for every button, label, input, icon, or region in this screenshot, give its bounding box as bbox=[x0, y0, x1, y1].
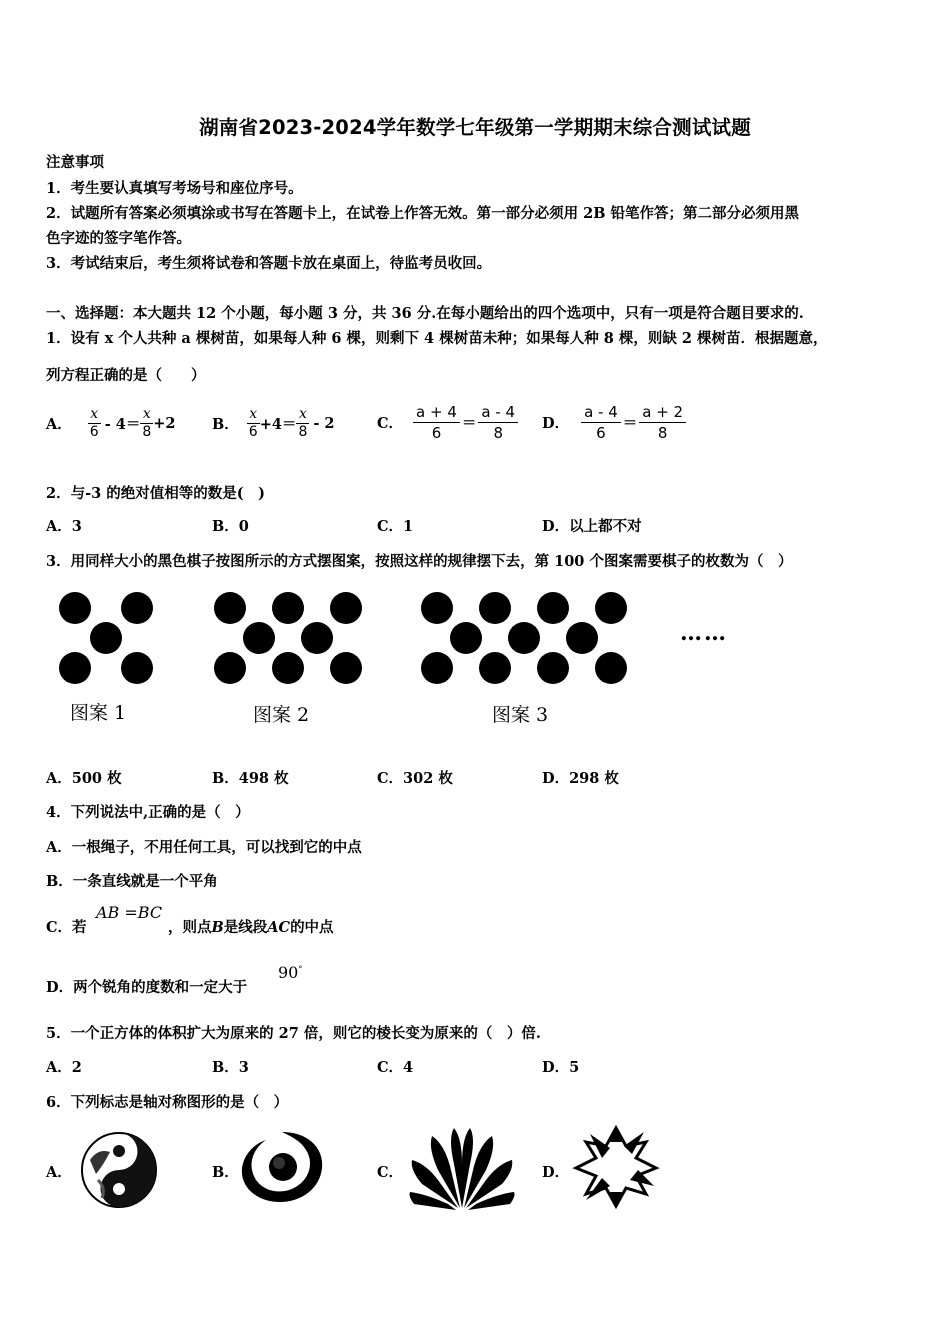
chess-piece bbox=[272, 652, 304, 684]
fraction: $\frac{a - 4}{6}$ bbox=[581, 402, 621, 443]
q4-option-a: A．一根绳子，不用任何工具，可以找到它的中点 bbox=[46, 839, 362, 856]
page-title: 湖南省2023-2024学年数学七年级第一学期期末综合测试试题 bbox=[199, 116, 751, 139]
pattern-1-label: 图案 1 bbox=[70, 702, 127, 724]
q2-stem: 2．与-3 的绝对值相等的数是( ) bbox=[46, 485, 265, 502]
q3-option-c: C．302 枚 bbox=[377, 770, 453, 787]
fraction: $\frac{a + 4}{6}$ bbox=[413, 402, 460, 443]
fraction: $\frac{a + 2}{8}$ bbox=[639, 402, 686, 443]
fraction: $\frac{x}{8}$ bbox=[142, 405, 152, 440]
pattern-2-figure bbox=[208, 588, 368, 688]
q4-stem: 4．下列说法中,正确的是（ ） bbox=[46, 804, 250, 821]
q6-stem: 6．下列标志是轴对称图形的是（ ） bbox=[46, 1094, 289, 1111]
q6-option-a-label: A． bbox=[46, 1164, 72, 1181]
operator: +4＝ bbox=[259, 415, 297, 433]
yin-yang-logo-icon bbox=[78, 1130, 160, 1210]
swirl-ring-logo-icon bbox=[236, 1126, 328, 1208]
chess-piece bbox=[330, 652, 362, 684]
chess-piece bbox=[121, 652, 153, 684]
chess-piece bbox=[272, 592, 304, 624]
q2-option-d: D．以上都不对 bbox=[542, 518, 642, 535]
chess-piece bbox=[90, 622, 122, 654]
option-label: A． bbox=[46, 415, 72, 433]
equals-sign: ＝ bbox=[622, 414, 638, 432]
chess-piece bbox=[301, 622, 333, 654]
operator: - 4＝ bbox=[104, 415, 141, 433]
q3-option-d: D．298 枚 bbox=[542, 770, 619, 787]
notice-item-2-cont: 色字迹的签字笔作答。 bbox=[46, 230, 191, 247]
q6-option-d-label: D． bbox=[542, 1164, 570, 1181]
chess-piece bbox=[330, 592, 362, 624]
option-label: C． bbox=[377, 414, 404, 432]
q5-stem: 5．一个正方体的体积扩大为原来的 27 倍，则它的棱长变为原来的（ ）倍. bbox=[46, 1025, 541, 1042]
chess-piece bbox=[537, 652, 569, 684]
q3-option-a: A．500 枚 bbox=[46, 770, 122, 787]
q2-option-b: B．0 bbox=[212, 518, 249, 535]
star-logo-icon bbox=[572, 1124, 660, 1210]
notice-item-2: 2．试题所有答案必须填涂或书写在答题卡上，在试卷上作答无效。第一部分必须用 2B 铅笔作答；第二部分必须用黑 bbox=[46, 205, 800, 222]
q1-option-a bbox=[46, 400, 176, 446]
fraction: $\frac{a - 4}{8}$ bbox=[478, 402, 518, 443]
q5-option-c: C．4 bbox=[377, 1059, 414, 1076]
chess-piece bbox=[214, 592, 246, 624]
q4-option-d: D．两个锐角的度数和一定大于 bbox=[46, 979, 248, 996]
chess-piece bbox=[421, 652, 453, 684]
q4-option-c-prefix: C．若 bbox=[46, 919, 87, 936]
chess-piece bbox=[450, 622, 482, 654]
section-heading: 一、选择题：本大题共 12 个小题，每小题 3 分，共 36 分.在每小题给出的四个选项中，只有一项是符合题目要求的. bbox=[46, 305, 804, 322]
q4-option-c-formula: AB =BC bbox=[96, 903, 163, 922]
q5-option-a: A．2 bbox=[46, 1059, 82, 1076]
q4-option-c-rest: ，则点B是线段AC的中点 bbox=[168, 919, 334, 936]
option-label: D． bbox=[542, 414, 570, 432]
chess-piece bbox=[243, 622, 275, 654]
fraction: $\frac{x}{6}$ bbox=[248, 405, 258, 440]
pattern-3-figure bbox=[415, 588, 635, 688]
q1-option-c bbox=[377, 398, 518, 446]
petal-logo-icon bbox=[408, 1124, 516, 1212]
chess-piece bbox=[59, 652, 91, 684]
chess-piece bbox=[595, 652, 627, 684]
operator: +2 bbox=[153, 414, 176, 432]
chess-piece bbox=[595, 592, 627, 624]
chess-piece bbox=[59, 592, 91, 624]
q4-option-b: B．一条直线就是一个平角 bbox=[46, 873, 218, 890]
q2-option-c: C．1 bbox=[377, 518, 414, 535]
notice-item-3: 3．考试结束后，考生须将试卷和答题卡放在桌面上，待监考员收回。 bbox=[46, 255, 492, 272]
q1-option-d bbox=[542, 398, 686, 446]
notice-item-1: 1．考生要认真填写考场号和座位序号。 bbox=[46, 180, 303, 197]
q6-option-b-label: B． bbox=[212, 1164, 239, 1181]
q3-option-b: B．498 枚 bbox=[212, 770, 289, 787]
q3-stem: 3．用同样大小的黑色棋子按图所示的方式摆图案，按照这样的规律摆下去，第 100 个图案需要棋子的枚数为（ ） bbox=[46, 553, 793, 570]
chess-piece bbox=[479, 652, 511, 684]
chess-piece bbox=[121, 592, 153, 624]
pattern-1-figure bbox=[55, 588, 165, 688]
q6-option-c-label: C． bbox=[377, 1164, 404, 1181]
chess-piece bbox=[508, 622, 540, 654]
chess-piece bbox=[566, 622, 598, 654]
chess-piece bbox=[537, 592, 569, 624]
equals-sign: ＝ bbox=[461, 414, 477, 432]
q1-stem-2: 列方程正确的是（ ） bbox=[46, 367, 206, 384]
q4-option-d-value: 90° bbox=[278, 963, 303, 982]
chess-piece bbox=[214, 652, 246, 684]
q1-option-b bbox=[212, 400, 335, 446]
q2-option-a: A．3 bbox=[46, 518, 82, 535]
pattern-2-label: 图案 2 bbox=[253, 704, 310, 726]
chess-piece bbox=[421, 592, 453, 624]
option-label: B． bbox=[212, 415, 239, 433]
q5-option-d: D．5 bbox=[542, 1059, 580, 1076]
fraction: $\frac{x}{8}$ bbox=[298, 405, 308, 440]
operator: - 2 bbox=[313, 414, 335, 432]
pattern-3-label: 图案 3 bbox=[492, 704, 549, 726]
chess-piece bbox=[479, 592, 511, 624]
fraction: $\frac{x}{6}$ bbox=[89, 405, 99, 440]
q5-option-b: B．3 bbox=[212, 1059, 249, 1076]
notice-heading: 注意事项 bbox=[46, 154, 104, 171]
pattern-ellipsis: …… bbox=[680, 620, 728, 646]
q1-stem: 1．设有 x 个人共种 a 棵树苗，如果每人种 6 棵，则剩下 4 棵树苗未种；如果每人种 8 棵，则缺 2 棵树苗．根据题意， bbox=[46, 330, 828, 347]
